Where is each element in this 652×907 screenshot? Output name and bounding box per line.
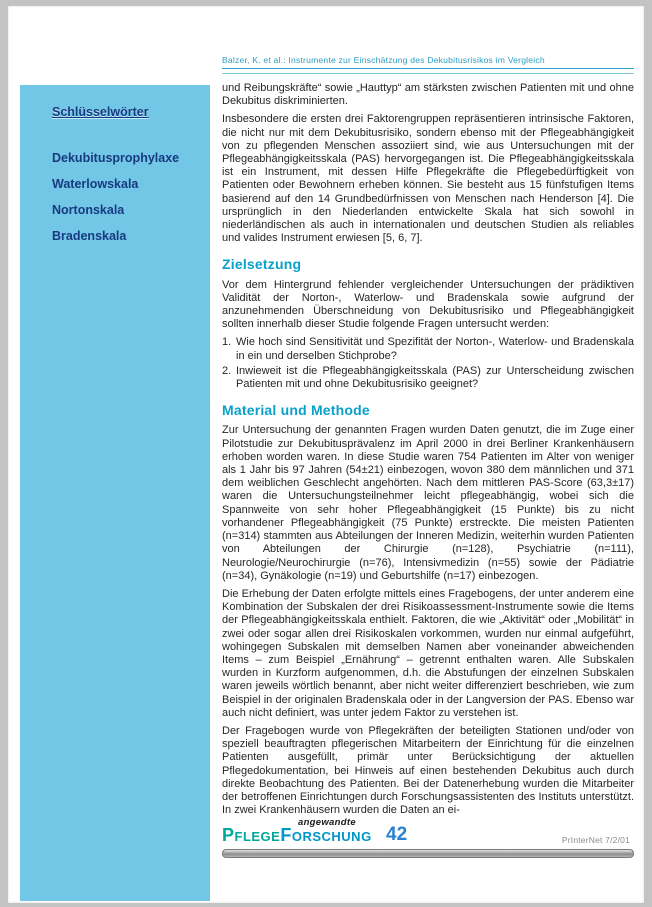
sidebar-title: Schlüsselwörter xyxy=(52,105,149,119)
journal-page xyxy=(8,6,644,903)
list-number: 2. xyxy=(222,364,232,377)
section-heading-material-methode: Material und Methode xyxy=(222,402,370,419)
logo-title xyxy=(222,825,372,846)
section-heading-zielsetzung: Zielsetzung xyxy=(222,256,302,273)
list-item xyxy=(222,336,634,362)
list-item xyxy=(222,365,634,391)
logo-subtitle: angewandte xyxy=(298,817,356,828)
article-body xyxy=(222,82,634,817)
paragraph: Zur Untersuchung der genannten Fragen wurden Daten genutzt, die im Zuge einer Pilotstudie zur Dekubitusprävalenz im April 2000 in drei Berliner Krankenhäusern erhoben worden waren. In diese Studie waren 754 Patienten im Alter von weniger als 1 Jahr bis 97 Jahren (54±21) einbezogen, wovon 380 dem männlichen und 371 dem weiblichen Geschlecht angehörten. Nach dem mittleren PAS-Score (63,3±17) waren die Untersuchungsteilnehmer leicht pflegeabhängig, wobei sich die Spannweite von sehr hoher Pflegeabhängigkeit (15 Punkte) bis zu nicht vorhandener Pflegeabhängigkeit (75 Punkte) erstreckte. Die meisten Patienten (n=314) stammten aus Abteilungen der Inneren Medizin, weiterhin wurden Patienten von Abteilungen der Chirurgie (n=128), Psychiatrie (n=111), Neurologie/Neurochirurgie (n=76), Intensivmedizin (n=55) sowie der Pädiatrie (n=34), Gynäkologie (n=19) und Geburtshilfe (n=17) einbezogen. xyxy=(222,424,634,582)
keyword-item: Dekubitusprophylaxe xyxy=(52,151,180,165)
paragraph: Der Fragebogen wurde von Pflegekräften der beteiligten Stationen und/oder von speziell beauftragten pflegerischen Mitarbeitern der Einrichtung für die einzelnen Patienten ausgefüllt, primär unter Berücksichtigung der aktuellen Pflegedokumentation, bei Hinweis auf einen bestehenden Dekubitus auch durch direkte Beobachtung des Patienten. Bei der Datenerhebung wurden die Mitarbeiter der betroffenen Einrichtungen durch Forschungsassistenten des Instituts unterstützt. In zwei Krankenhäusern wurden die Daten an ei- xyxy=(222,724,634,817)
page-footer xyxy=(222,818,634,868)
journal-reference: PrInterNet 7/2/01 xyxy=(561,835,630,845)
running-head: Balzer, K. et al.: Instrumente zur Einschätzung des Dekubitusrisikos im Vergleich xyxy=(222,55,545,65)
keywords-sidebar xyxy=(20,85,210,901)
paragraph: und Reibungskräfte“ sowie „Hauttyp“ am stärksten zwischen Patienten mit und ohne Dekubitus diskriminierten. xyxy=(222,82,634,108)
paragraph: Insbesondere die ersten drei Faktorengruppen repräsentieren intrinsische Faktoren, die nicht nur mit dem Dekubitusrisiko, sondern ebenso mit der Pflegeabhängigkeit von zu pflegenden Menschen assoziiert sind, wie aus Untersuchungen mit der Pflegeabhängigkeitsskala (PAS) hervorgegangen ist. Die Pflegeabhängigkeitsskala ist ein Instrument, mit dessen Hilfe Pflegekräfte die Pflegebedürftigkeit von Patienten oder Bewohnern erheben können. Sie besteht aus 15 fünfstufigen Items basierend auf den 14 Grundbedürfnissen von Menschen nach Henderson [4]. Die ursprünglich in den Niederlanden entwickelte Skala hat sich sowohl in niederländischen als auch in internationalen und deutschen Studien als reliables und valides Instrument erwiesen [5, 6, 7]. xyxy=(222,113,634,245)
list-number: 1. xyxy=(222,336,232,349)
logo-title-pflege: Pflege xyxy=(222,825,281,845)
keyword-item: Nortonskala xyxy=(52,203,125,217)
page-number: 42 xyxy=(386,824,408,845)
paragraph: Vor dem Hintergrund fehlender vergleichender Untersuchungen der prädiktiven Validität der Norton-, Waterlow- und Bradenskala sowie aufgrund der anzunehmenden Überschneidung von Dekubitusrisiko und Pflegeabhängigkeit sollten innerhalb dieser Studie folgende Fragen untersucht werden: xyxy=(222,278,634,331)
keyword-item: Bradenskala xyxy=(52,229,127,243)
article-column xyxy=(222,6,634,822)
list-text: Wie hoch sind Sensitivität und Spezifität der Norton-, Waterlow- und Bradenskala in ein und derselben Stichprobe? xyxy=(236,336,634,362)
logo-title-forschung: Forschung xyxy=(280,825,372,845)
keyword-list xyxy=(52,151,210,243)
paragraph: Die Erhebung der Daten erfolgte mittels eines Fragebogens, der unter anderem eine Kombination der Subskalen der drei Risikoassessment-Instrumente sowie die Items der Pflegeabhängigkeitsskala enthielt. Faktoren, die wie „Aktivität“ oder „Mobilität“ in zwei oder sogar allen drei Risikoskalen vorkommen, wurden nur einmal aufgeführt, wohingegen Subskalen mit demselben Namen aber voneinander abweichenden Items – zum Beispiel „Ernährung“ – getrennt enthalten waren. Alle Subskalen wurden in Kurzform aufgenommen, d.h. die Abstufungen der einzelnen Subskalen waren jeweils wörtlich benannt, aber nicht weiter differenziert beschrieben, wie zum Beispiel in der originalen Bradenskala oder in der Langversion der PAS. Ebenso war auch nicht definiert, was unter jedem Faktor zu verstehen ist. xyxy=(222,587,634,719)
question-list xyxy=(222,336,634,391)
header-rule xyxy=(222,68,634,74)
footer-rule xyxy=(222,849,634,858)
list-text: Inwieweit ist die Pflegeabhängigkeitsskala (PAS) zur Unterscheidung zwischen Patienten mit und ohne Dekubitusrisiko geeignet? xyxy=(236,364,634,391)
keyword-item: Waterlowskala xyxy=(52,177,139,191)
